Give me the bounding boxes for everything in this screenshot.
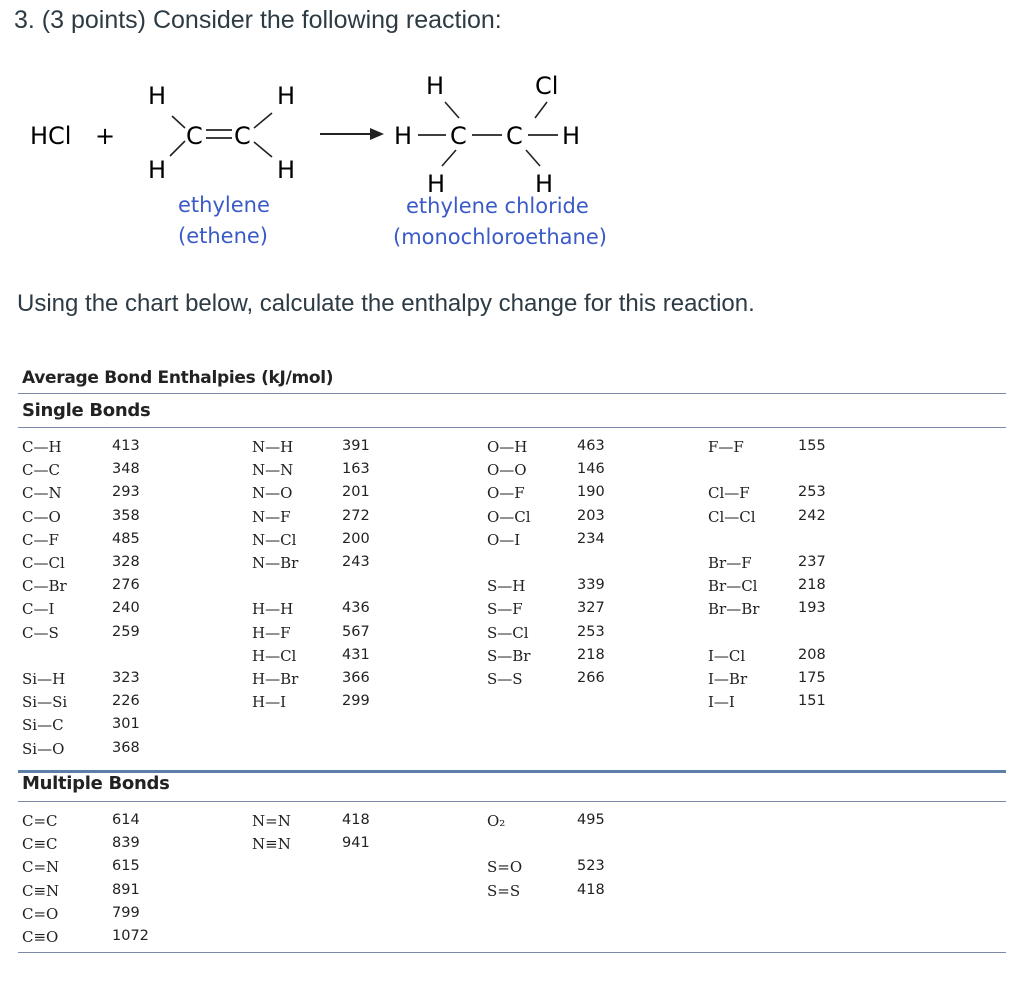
- bond-label: N=N: [252, 812, 291, 830]
- bond-label: C—H: [22, 438, 62, 456]
- single-rule: [18, 427, 1006, 428]
- bond-label: N—Cl: [252, 530, 297, 549]
- bond-label: S—Br: [487, 646, 531, 665]
- bond-label: H—F: [252, 623, 291, 642]
- bond-label: H—H: [252, 600, 294, 619]
- bond-value: 266: [577, 670, 605, 686]
- product-h-bottom-right: H: [535, 170, 554, 198]
- bond-value: 523: [577, 858, 605, 875]
- bond-value: 567: [342, 623, 370, 640]
- ethylene-h-top-left: H: [148, 82, 167, 110]
- bond-value: 146: [577, 461, 605, 478]
- bond-value: 368: [112, 739, 140, 756]
- bond-label: C—C: [22, 461, 60, 480]
- bond-label: O—F: [487, 484, 525, 503]
- bond-label: O₂: [487, 812, 506, 830]
- bond-label: Br—Cl: [708, 577, 758, 596]
- bond-label: N—O: [252, 484, 293, 503]
- bond-value: 323: [112, 670, 140, 686]
- bond-value: 243: [342, 554, 370, 570]
- reaction-diagram: [0, 60, 700, 260]
- bond-value: 615: [112, 858, 140, 875]
- svg-text:C: C: [234, 122, 251, 150]
- bond-label: C—Br: [22, 577, 67, 596]
- bond-value: 301: [112, 716, 140, 733]
- bond-value: 276: [112, 577, 140, 594]
- bond-label: N≡N: [252, 835, 291, 854]
- bond-label: C≡N: [22, 881, 60, 900]
- bond-label: N—Br: [252, 554, 299, 572]
- product-alt-label: (monochloroethane): [393, 225, 607, 249]
- bond-label: S—F: [487, 600, 523, 619]
- bond-label: C—N: [22, 484, 62, 503]
- bond-value: 234: [577, 530, 605, 547]
- bond-value: 218: [577, 646, 605, 663]
- bond-label: O—Cl: [487, 507, 531, 526]
- bond-value: 418: [342, 812, 370, 828]
- bond-label: N—N: [252, 461, 294, 480]
- bond-value: 413: [112, 438, 140, 454]
- bond-value: 151: [798, 693, 826, 710]
- bond-label: C—F: [22, 530, 59, 549]
- bond-value: 218: [798, 577, 826, 594]
- bond-value: 242: [798, 507, 826, 524]
- product-h-bottom-left: H: [427, 170, 446, 198]
- bond-value: 175: [798, 670, 826, 686]
- bond-value: 226: [112, 693, 140, 710]
- bond-value: 799: [112, 904, 140, 921]
- bond-value: 339: [577, 577, 605, 594]
- bond-value: 190: [577, 484, 605, 501]
- bond-value: 193: [798, 600, 826, 617]
- bond-label: C—I: [22, 600, 55, 619]
- bond-label: C—O: [22, 507, 61, 526]
- bond-label: Si—O: [22, 739, 65, 758]
- bond-label: S—Cl: [487, 623, 529, 642]
- bond-value: 293: [112, 484, 140, 501]
- ethylene-h-bottom-left: H: [148, 156, 167, 184]
- bond-value: 208: [798, 646, 826, 663]
- bond-label: S—S: [487, 670, 523, 688]
- bond-label: N—F: [252, 507, 291, 526]
- bond-value: 348: [112, 461, 140, 478]
- bond-value: 328: [112, 554, 140, 570]
- bond-value: 495: [577, 812, 605, 828]
- ethylene-h-bottom-right: H: [277, 156, 296, 184]
- bond-value: 237: [798, 554, 826, 570]
- bond-label: S—H: [487, 577, 526, 596]
- product-h-right: H: [562, 122, 581, 150]
- chloroethane-structure: [394, 72, 580, 198]
- bond-label: O—O: [487, 461, 527, 480]
- bond-label: Cl—F: [708, 484, 750, 503]
- bond-value: 463: [577, 438, 605, 454]
- instruction-text: Using the chart below, calculate the enthalpy change for this reaction.: [17, 290, 755, 317]
- bond-value: 1072: [112, 928, 149, 944]
- bond-label: C=C: [22, 812, 58, 830]
- bond-value: 299: [342, 693, 370, 710]
- bond-value: 485: [112, 530, 140, 547]
- bond-label: N—H: [252, 438, 294, 456]
- bond-label: H—Br: [252, 670, 299, 688]
- bond-label: Si—Si: [22, 693, 68, 712]
- bond-value: 839: [112, 835, 140, 852]
- bond-value: 891: [112, 881, 140, 898]
- bond-value: 436: [342, 600, 370, 617]
- bond-value: 259: [112, 623, 140, 640]
- bond-label: C≡C: [22, 835, 58, 854]
- bond-label: C—Cl: [22, 554, 65, 572]
- bond-label: C=N: [22, 858, 60, 877]
- bond-value: 253: [798, 484, 826, 501]
- product-label: ethylene chloride: [406, 194, 589, 218]
- bond-value: 200: [342, 530, 370, 547]
- multiple-rule: [18, 801, 1006, 802]
- bond-value: 431: [342, 646, 370, 663]
- bond-value: 253: [577, 623, 605, 640]
- bond-label: Si—C: [22, 716, 64, 735]
- bond-label: Si—H: [22, 670, 66, 688]
- bond-value: 155: [798, 438, 826, 454]
- ethylene-h-top-right: H: [277, 82, 296, 110]
- ethylene-alt-label: (ethene): [178, 224, 268, 248]
- bond-value: 614: [112, 812, 140, 828]
- product-cl-top: Cl: [535, 72, 559, 100]
- bond-label: I—I: [708, 693, 735, 712]
- bond-value: 358: [112, 507, 140, 524]
- bond-value: 240: [112, 600, 140, 617]
- bond-value: 941: [342, 835, 370, 852]
- svg-text:C: C: [186, 122, 203, 150]
- svg-text:C: C: [450, 122, 467, 150]
- bond-label: I—Br: [708, 670, 748, 688]
- title-rule: [18, 393, 1006, 394]
- bond-label: O—I: [487, 530, 521, 549]
- table-title: Average Bond Enthalpies (kJ/mol): [22, 368, 334, 388]
- multiple-bonds-heading: Multiple Bonds: [22, 773, 170, 794]
- bond-value: 391: [342, 438, 370, 454]
- bond-label: C≡O: [22, 928, 59, 946]
- plus-sign: +: [95, 122, 116, 150]
- product-h-left: H: [394, 122, 413, 150]
- bond-label: Br—Br: [708, 600, 760, 619]
- bond-value: 327: [577, 600, 605, 617]
- bond-label: O—H: [487, 438, 528, 456]
- bond-label: I—Cl: [708, 646, 746, 665]
- bond-label: H—Cl: [252, 646, 297, 665]
- svg-text:C: C: [506, 122, 523, 150]
- ethylene-structure: [148, 82, 295, 184]
- reaction-arrow: [320, 128, 384, 140]
- product-h-top: H: [426, 72, 445, 100]
- reactant-hcl: HCl: [30, 122, 72, 150]
- bond-value: 418: [577, 881, 605, 898]
- bond-value: 203: [577, 507, 605, 524]
- bond-value: 163: [342, 461, 370, 478]
- bond-label: C—S: [22, 623, 59, 642]
- bond-value: 366: [342, 670, 370, 686]
- bond-label: H—I: [252, 693, 287, 712]
- bond-label: S=S: [487, 881, 521, 900]
- bond-label: Cl—Cl: [708, 507, 756, 526]
- ethylene-label: ethylene: [178, 193, 270, 217]
- bond-label: Br—F: [708, 554, 752, 572]
- question-heading: 3. (3 points) Consider the following reaction:: [14, 6, 502, 34]
- bond-value: 201: [342, 484, 370, 501]
- bottom-rule: [18, 952, 1006, 953]
- bond-value: 272: [342, 507, 370, 524]
- bond-label: S=O: [487, 858, 523, 877]
- bond-label: F—F: [708, 438, 744, 456]
- single-bonds-heading: Single Bonds: [22, 400, 151, 421]
- bond-label: C=O: [22, 904, 59, 923]
